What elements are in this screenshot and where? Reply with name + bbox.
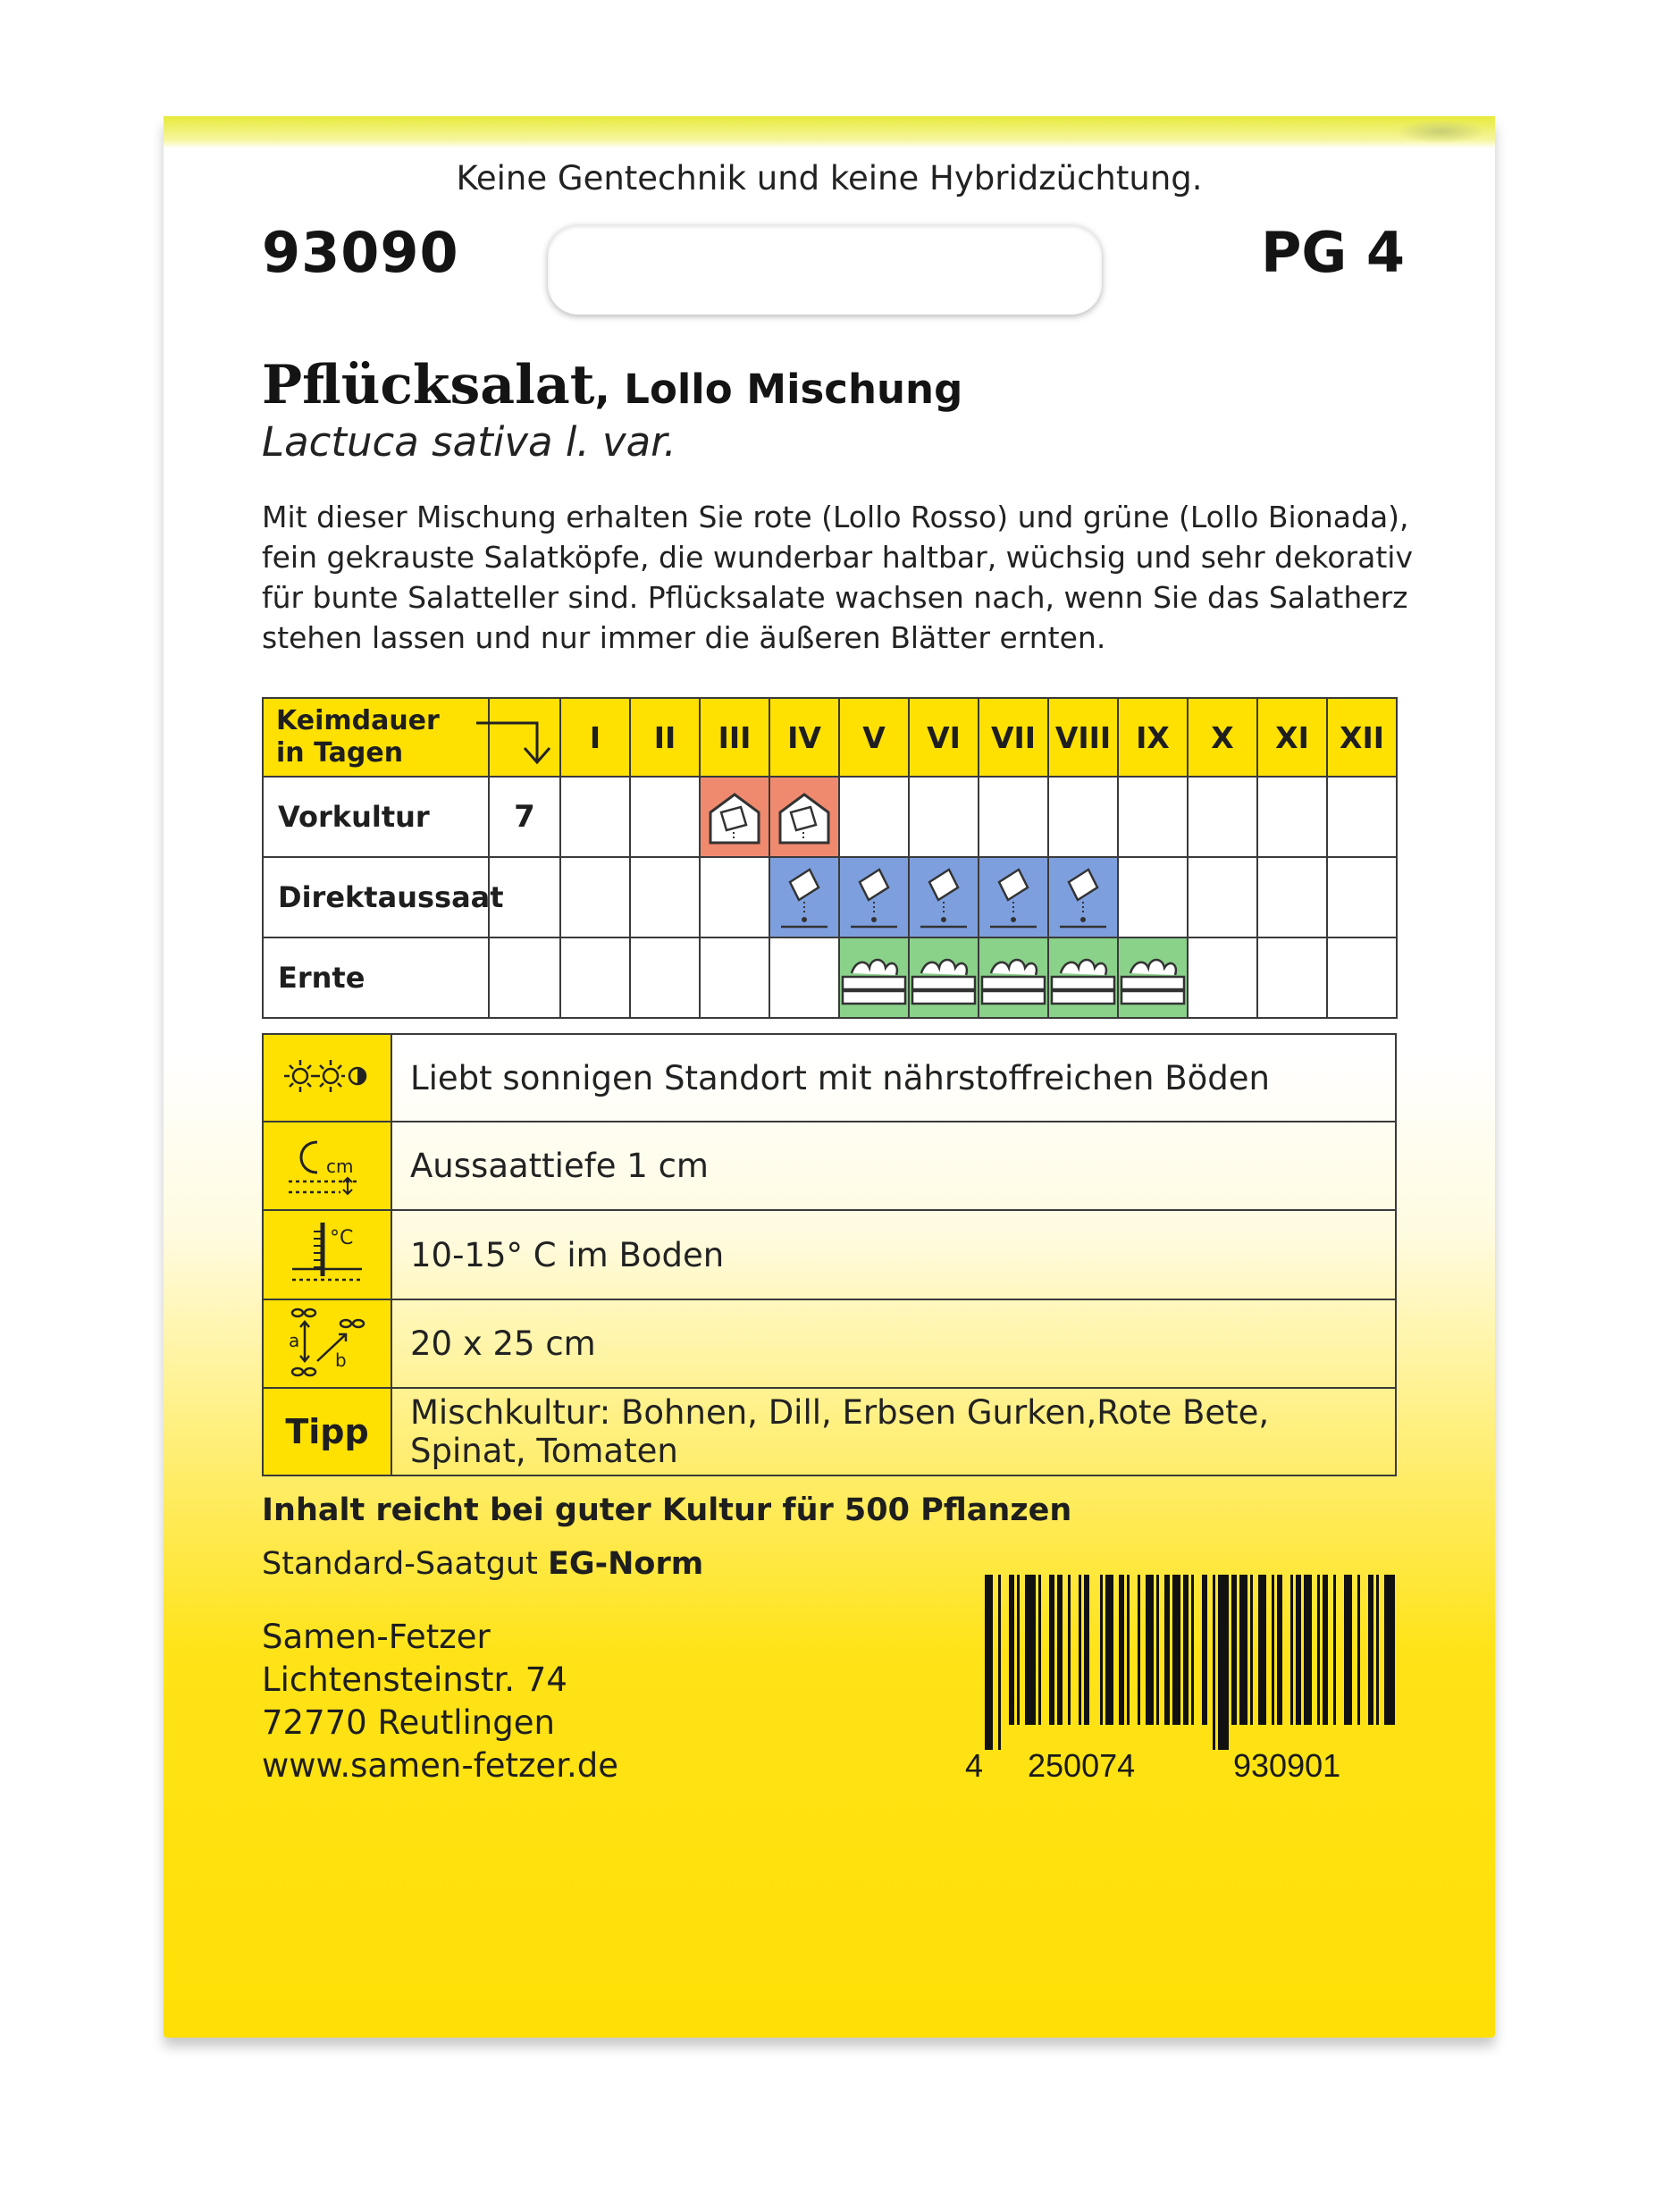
barcode-bar — [1376, 1575, 1379, 1725]
barcode-bar — [1049, 1575, 1054, 1725]
barcode-bar — [1068, 1575, 1071, 1725]
direct-sowing-cell — [839, 857, 909, 937]
empty-month-cell — [560, 777, 630, 857]
calendar-row-ernte — [263, 937, 1397, 1018]
barcode-bar — [985, 1575, 993, 1750]
barcode-bar — [1344, 1575, 1352, 1725]
barcode-bar — [998, 1575, 1001, 1750]
greenhouse-sowing-cell — [769, 777, 839, 857]
barcode-bar — [1296, 1575, 1301, 1725]
depth-text: Aussaattiefe 1 cm — [391, 1122, 1396, 1210]
empty-month-cell — [1257, 937, 1327, 1018]
germination-days — [489, 937, 560, 1018]
barcode-bar — [1290, 1575, 1293, 1725]
harvest-crate-cell — [1048, 937, 1118, 1018]
barcode-bars — [965, 1575, 1403, 1780]
ean-barcode — [965, 1575, 1403, 1784]
barcode-bar — [1202, 1575, 1207, 1725]
empty-month-cell — [909, 777, 979, 857]
calendar-header-row — [263, 698, 1397, 777]
barcode-bar — [1333, 1575, 1336, 1725]
product-variety: , Lollo Mischung — [594, 366, 963, 413]
empty-month-cell — [1327, 857, 1397, 937]
harvest-crate-cell — [979, 937, 1048, 1018]
barcode-bar — [1100, 1575, 1103, 1725]
barcode-digit-first: 4 — [965, 1747, 984, 1780]
barcode-bar — [1250, 1575, 1253, 1725]
month-header: X — [1188, 698, 1257, 777]
contents-note: Inhalt reicht bei guter Kultur für 500 Pflanzen — [262, 1492, 1072, 1528]
empty-month-cell — [630, 777, 700, 857]
month-header: XII — [1327, 698, 1397, 777]
packet-top-seal — [164, 116, 1495, 148]
barcode-bar — [1138, 1575, 1140, 1725]
gmo-note: Keine Gentechnik und keine Hybridzüchtung. — [456, 159, 1203, 198]
direct-sowing-cell — [909, 857, 979, 937]
month-header: V — [839, 698, 909, 777]
empty-month-cell — [1327, 937, 1397, 1018]
month-header: II — [630, 698, 700, 777]
barcode-bar — [1277, 1575, 1282, 1725]
barcode-bar — [1231, 1575, 1237, 1725]
barcode-digits-right: 930901 — [1233, 1747, 1341, 1780]
empty-month-cell — [1188, 937, 1257, 1018]
empty-month-cell — [1118, 857, 1188, 937]
empty-month-cell — [560, 937, 630, 1018]
harvest-crate-cell — [839, 937, 909, 1018]
barcode-digits-left: 250074 — [1028, 1747, 1136, 1780]
standard-label: Standard-Saatgut — [262, 1546, 548, 1582]
greenhouse-sowing-cell — [700, 777, 769, 857]
barcode-bar — [1357, 1575, 1360, 1725]
company-city: 72770 Reutlingen — [262, 1703, 555, 1742]
hang-hole — [548, 225, 1102, 315]
barcode-bar — [1164, 1575, 1170, 1725]
month-header: I — [560, 698, 630, 777]
barcode-bar — [1368, 1575, 1373, 1725]
month-header: IV — [769, 698, 839, 777]
empty-month-cell — [1048, 777, 1118, 857]
barcode-bar — [1304, 1575, 1312, 1725]
harvest-crate-cell — [909, 937, 979, 1018]
empty-month-cell — [630, 937, 700, 1018]
keimdauer-header — [263, 698, 489, 777]
barcode-bar — [1213, 1575, 1215, 1750]
barcode-bar — [1191, 1575, 1194, 1725]
plant-spacing-icon — [263, 1299, 391, 1388]
barcode-bar — [1172, 1575, 1180, 1725]
month-header: VI — [909, 698, 979, 777]
product-title — [262, 354, 962, 416]
tip-label: Tipp — [263, 1388, 391, 1475]
empty-month-cell — [700, 857, 769, 937]
temperature-text: 10-15° C im Boden — [391, 1210, 1396, 1299]
article-number: 93090 — [262, 220, 459, 285]
sun-partial-shade-icon — [263, 1034, 391, 1122]
info-row-tip — [263, 1388, 1396, 1475]
barcode-bar — [1272, 1575, 1274, 1725]
empty-month-cell — [700, 937, 769, 1018]
info-row-location — [263, 1034, 1396, 1122]
barcode-bar — [1038, 1575, 1041, 1725]
barcode-bar — [1017, 1575, 1020, 1725]
info-row-depth — [263, 1122, 1396, 1210]
empty-month-cell — [630, 857, 700, 937]
empty-month-cell — [839, 777, 909, 857]
calendar-row-direktaussaat — [263, 857, 1397, 937]
soil-temperature-icon — [263, 1210, 391, 1299]
keimdauer-label: Keimdauer — [276, 705, 440, 736]
month-header: IX — [1118, 698, 1188, 777]
month-header: III — [700, 698, 769, 777]
row-label: Direktaussaat — [263, 857, 489, 937]
empty-month-cell — [1257, 857, 1327, 937]
barcode-bar — [1084, 1575, 1089, 1725]
barcode-bar — [1146, 1575, 1154, 1725]
empty-month-cell — [1188, 777, 1257, 857]
row-label: Ernte — [263, 937, 489, 1018]
spacing-label-a: a — [289, 1329, 300, 1351]
barcode-bar — [1183, 1575, 1189, 1725]
company-street: Lichtensteinstr. 74 — [262, 1660, 567, 1699]
month-header: VIII — [1048, 698, 1118, 777]
seed-standard — [262, 1546, 703, 1582]
empty-month-cell — [1118, 777, 1188, 857]
spacing-text: 20 x 25 cm — [391, 1299, 1396, 1388]
tip-text: Mischkultur: Bohnen, Dill, Erbsen Gurken,Rote Bete, Spinat, Tomaten — [391, 1388, 1396, 1475]
price-group: PG 4 — [1260, 220, 1405, 285]
barcode-bar — [1057, 1575, 1063, 1725]
info-row-spacing — [263, 1299, 1396, 1388]
barcode-bar — [1025, 1575, 1036, 1725]
empty-month-cell — [560, 857, 630, 937]
direct-sowing-cell — [979, 857, 1048, 937]
info-row-temperature — [263, 1210, 1396, 1299]
growing-info-table — [262, 1033, 1397, 1476]
company-address — [262, 1616, 618, 1787]
empty-month-cell — [1327, 777, 1397, 857]
empty-month-cell — [1188, 857, 1257, 937]
month-header: XI — [1257, 698, 1327, 777]
sowing-calendar — [262, 697, 1398, 1019]
product-description: Mit dieser Mischung erhalten Sie rote (Lollo Rosso) und grüne (Lollo Bionada), fein gekrauste Salatköpfe, die wunderbar haltbar, wüchsig und sehr dekorativ für bunte Salatteller sind. Pflücksalate wachsen nach, wenn Sie das Salatherz stehen lassen und nur immer die äußeren Blätter ernten. — [262, 500, 1413, 655]
keimdauer-sublabel: in Tagen — [276, 737, 404, 769]
sowing-depth-icon — [263, 1122, 391, 1210]
barcode-bar — [1323, 1575, 1328, 1725]
location-text: Liebt sonnigen Standort mit nährstoffreichen Böden — [391, 1034, 1396, 1122]
barcode-bar — [1384, 1575, 1395, 1725]
barcode-bar — [1258, 1575, 1266, 1725]
calendar-row-vorkultur — [263, 777, 1397, 857]
barcode-bar — [1218, 1575, 1229, 1750]
barcode-bar — [1317, 1575, 1320, 1725]
product-name: Pflücksalat — [262, 354, 595, 416]
barcode-bar — [1105, 1575, 1113, 1725]
latin-name: Lactuca sativa l. var. — [262, 418, 676, 466]
temperature-unit: °C — [330, 1227, 354, 1249]
month-header: VII — [979, 698, 1048, 777]
depth-unit: cm — [326, 1155, 354, 1177]
empty-month-cell — [769, 937, 839, 1018]
germination-days: 7 — [489, 777, 560, 857]
direct-sowing-cell — [769, 857, 839, 937]
barcode-bar — [1239, 1575, 1247, 1725]
barcode-bar — [1119, 1575, 1124, 1725]
harvest-crate-cell — [1118, 937, 1188, 1018]
row-label: Vorkultur — [263, 777, 489, 857]
standard-norm: EG-Norm — [547, 1546, 704, 1582]
barcode-bar — [1009, 1575, 1014, 1725]
direct-sowing-cell — [1048, 857, 1118, 937]
empty-month-cell — [979, 777, 1048, 857]
barcode-bar — [1156, 1575, 1159, 1725]
barcode-bar — [1127, 1575, 1130, 1725]
empty-month-cell — [1257, 777, 1327, 857]
arrow-down-icon — [475, 714, 555, 768]
company-name: Samen-Fetzer — [262, 1618, 491, 1656]
spacing-label-b: b — [335, 1349, 347, 1371]
company-website: www.samen-fetzer.de — [262, 1746, 619, 1785]
barcode-bar — [1079, 1575, 1081, 1725]
